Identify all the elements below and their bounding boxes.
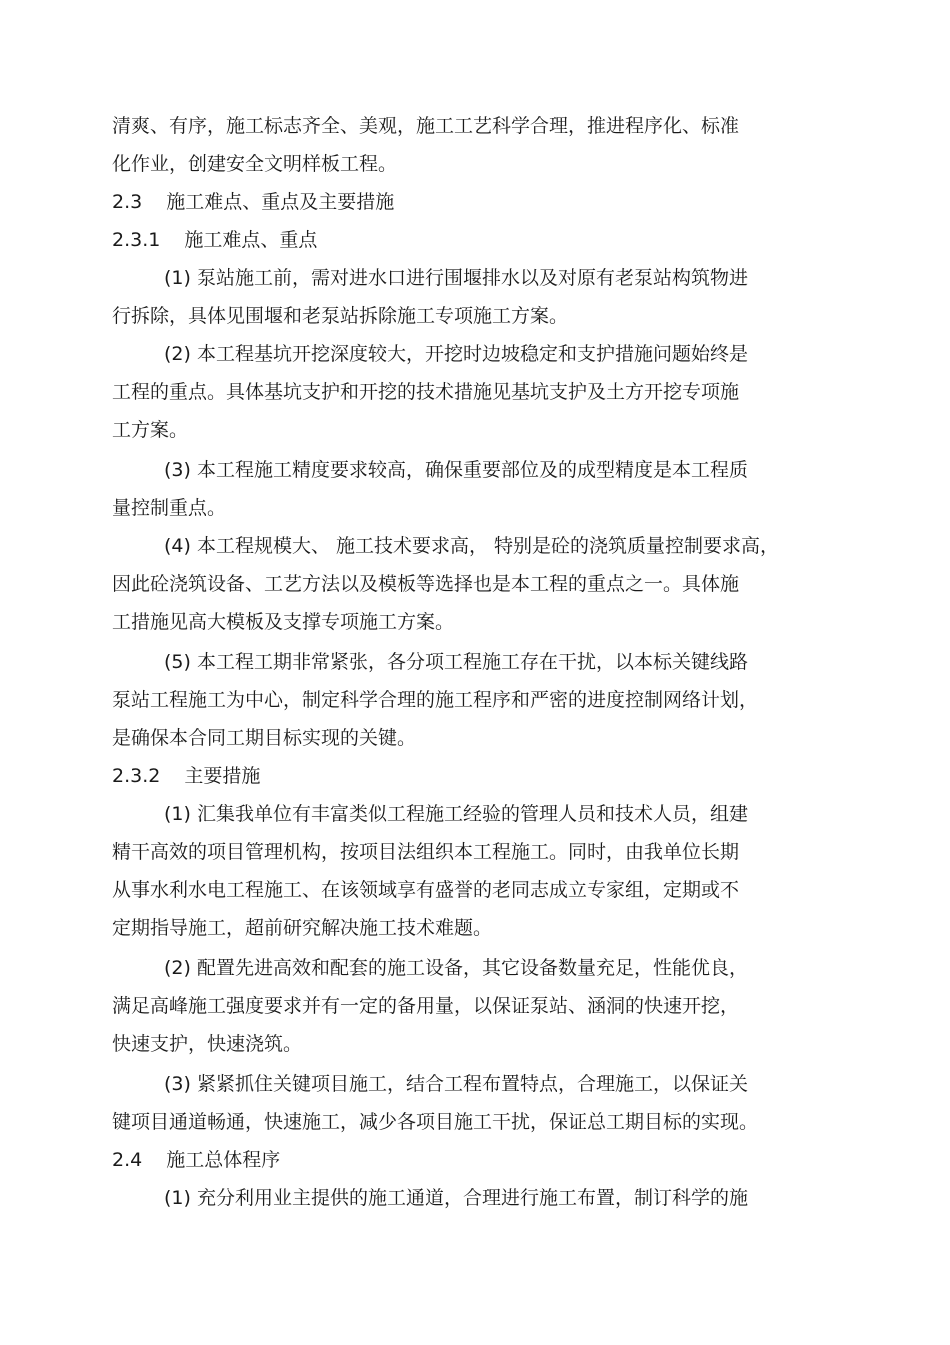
section-heading-2-3 [112, 190, 394, 214]
paragraph-line: (1) 泵站施工前，需对进水口进行围堰排水以及对原有老泵站构筑物进 [164, 267, 748, 289]
heading-text: 主要措施 [184, 765, 261, 787]
heading-number: 2.3.1 [112, 229, 161, 251]
paragraph-line: (1) 汇集我单位有丰富类似工程施工经验的管理人员和技术人员，组建 [164, 803, 748, 825]
paragraph-line: 工程的重点。具体基坑支护和开挖的技术措施见基坑支护及土方开挖专项施 [112, 381, 740, 403]
paragraph-line: 泵站工程施工为中心，制定科学合理的施工程序和严密的进度控制网络计划， [112, 689, 759, 711]
paragraph-line: 快速支护，快速浇筑。 [112, 1033, 303, 1055]
section-heading-2-4 [112, 1148, 280, 1172]
paragraph-line: (4) 本工程规模大、 施工技术要求高， 特别是砼的浇筑质量控制要求高， [164, 535, 780, 557]
paragraph-line: 精干高效的项目管理机构，按项目法组织本工程施工。同时，由我单位长期 [112, 841, 740, 863]
paragraph-line: (3) 紧紧抓住关键项目施工，结合工程布置特点，合理施工，以保证关 [164, 1073, 748, 1095]
paragraph-line: 行拆除，具体见围堰和老泵站拆除施工专项施工方案。 [112, 305, 569, 327]
paragraph-line: 工方案。 [112, 419, 189, 441]
paragraph-line: 清爽、有序，施工标志齐全、美观，施工工艺科学合理，推进程序化、标准 [112, 115, 740, 137]
paragraph-line: 定期指导施工，超前研究解决施工技术难题。 [112, 917, 493, 939]
section-heading-2-3-1 [112, 228, 317, 252]
section-heading-2-3-2 [112, 764, 260, 788]
paragraph-line: (1) 充分利用业主提供的施工通道，合理进行施工布置，制订科学的施 [164, 1187, 748, 1209]
paragraph-line: 从事水利水电工程施工、在该领域享有盛誉的老同志成立专家组，定期或不 [112, 879, 740, 901]
paragraph-line: (2) 配置先进高效和配套的施工设备，其它设备数量充足，性能优良， [164, 957, 748, 979]
paragraph-line: 键项目通道畅通，快速施工，减少各项目施工干扰，保证总工期目标的实现。 [112, 1111, 759, 1133]
heading-number: 2.3 [112, 191, 143, 213]
paragraph-line: (5) 本工程工期非常紧张，各分项工程施工存在干扰，以本标关键线路 [164, 651, 748, 673]
paragraph-line: 工措施见高大模板及支撑专项施工方案。 [112, 611, 455, 633]
paragraph-line: 因此砼浇筑设备、工艺方法以及模板等选择也是本工程的重点之一。具体施 [112, 573, 740, 595]
heading-text: 施工总体程序 [166, 1149, 281, 1171]
paragraph-line: 化作业，创建安全文明样板工程。 [112, 153, 398, 175]
paragraph-line: 是确保本合同工期目标实现的关键。 [112, 727, 417, 749]
paragraph-line: 满足高峰施工强度要求并有一定的备用量，以保证泵站、涵洞的快速开挖， [112, 995, 740, 1017]
heading-number: 2.3.2 [112, 765, 161, 787]
heading-number: 2.4 [112, 1149, 143, 1171]
paragraph-line: (3) 本工程施工精度要求较高，确保重要部位及的成型精度是本工程质 [164, 459, 748, 481]
paragraph-line: 量控制重点。 [112, 497, 227, 519]
heading-text: 施工难点、重点及主要措施 [166, 191, 395, 213]
heading-text: 施工难点、重点 [184, 229, 318, 251]
paragraph-line: (2) 本工程基坑开挖深度较大，开挖时边坡稳定和支护措施问题始终是 [164, 343, 748, 365]
